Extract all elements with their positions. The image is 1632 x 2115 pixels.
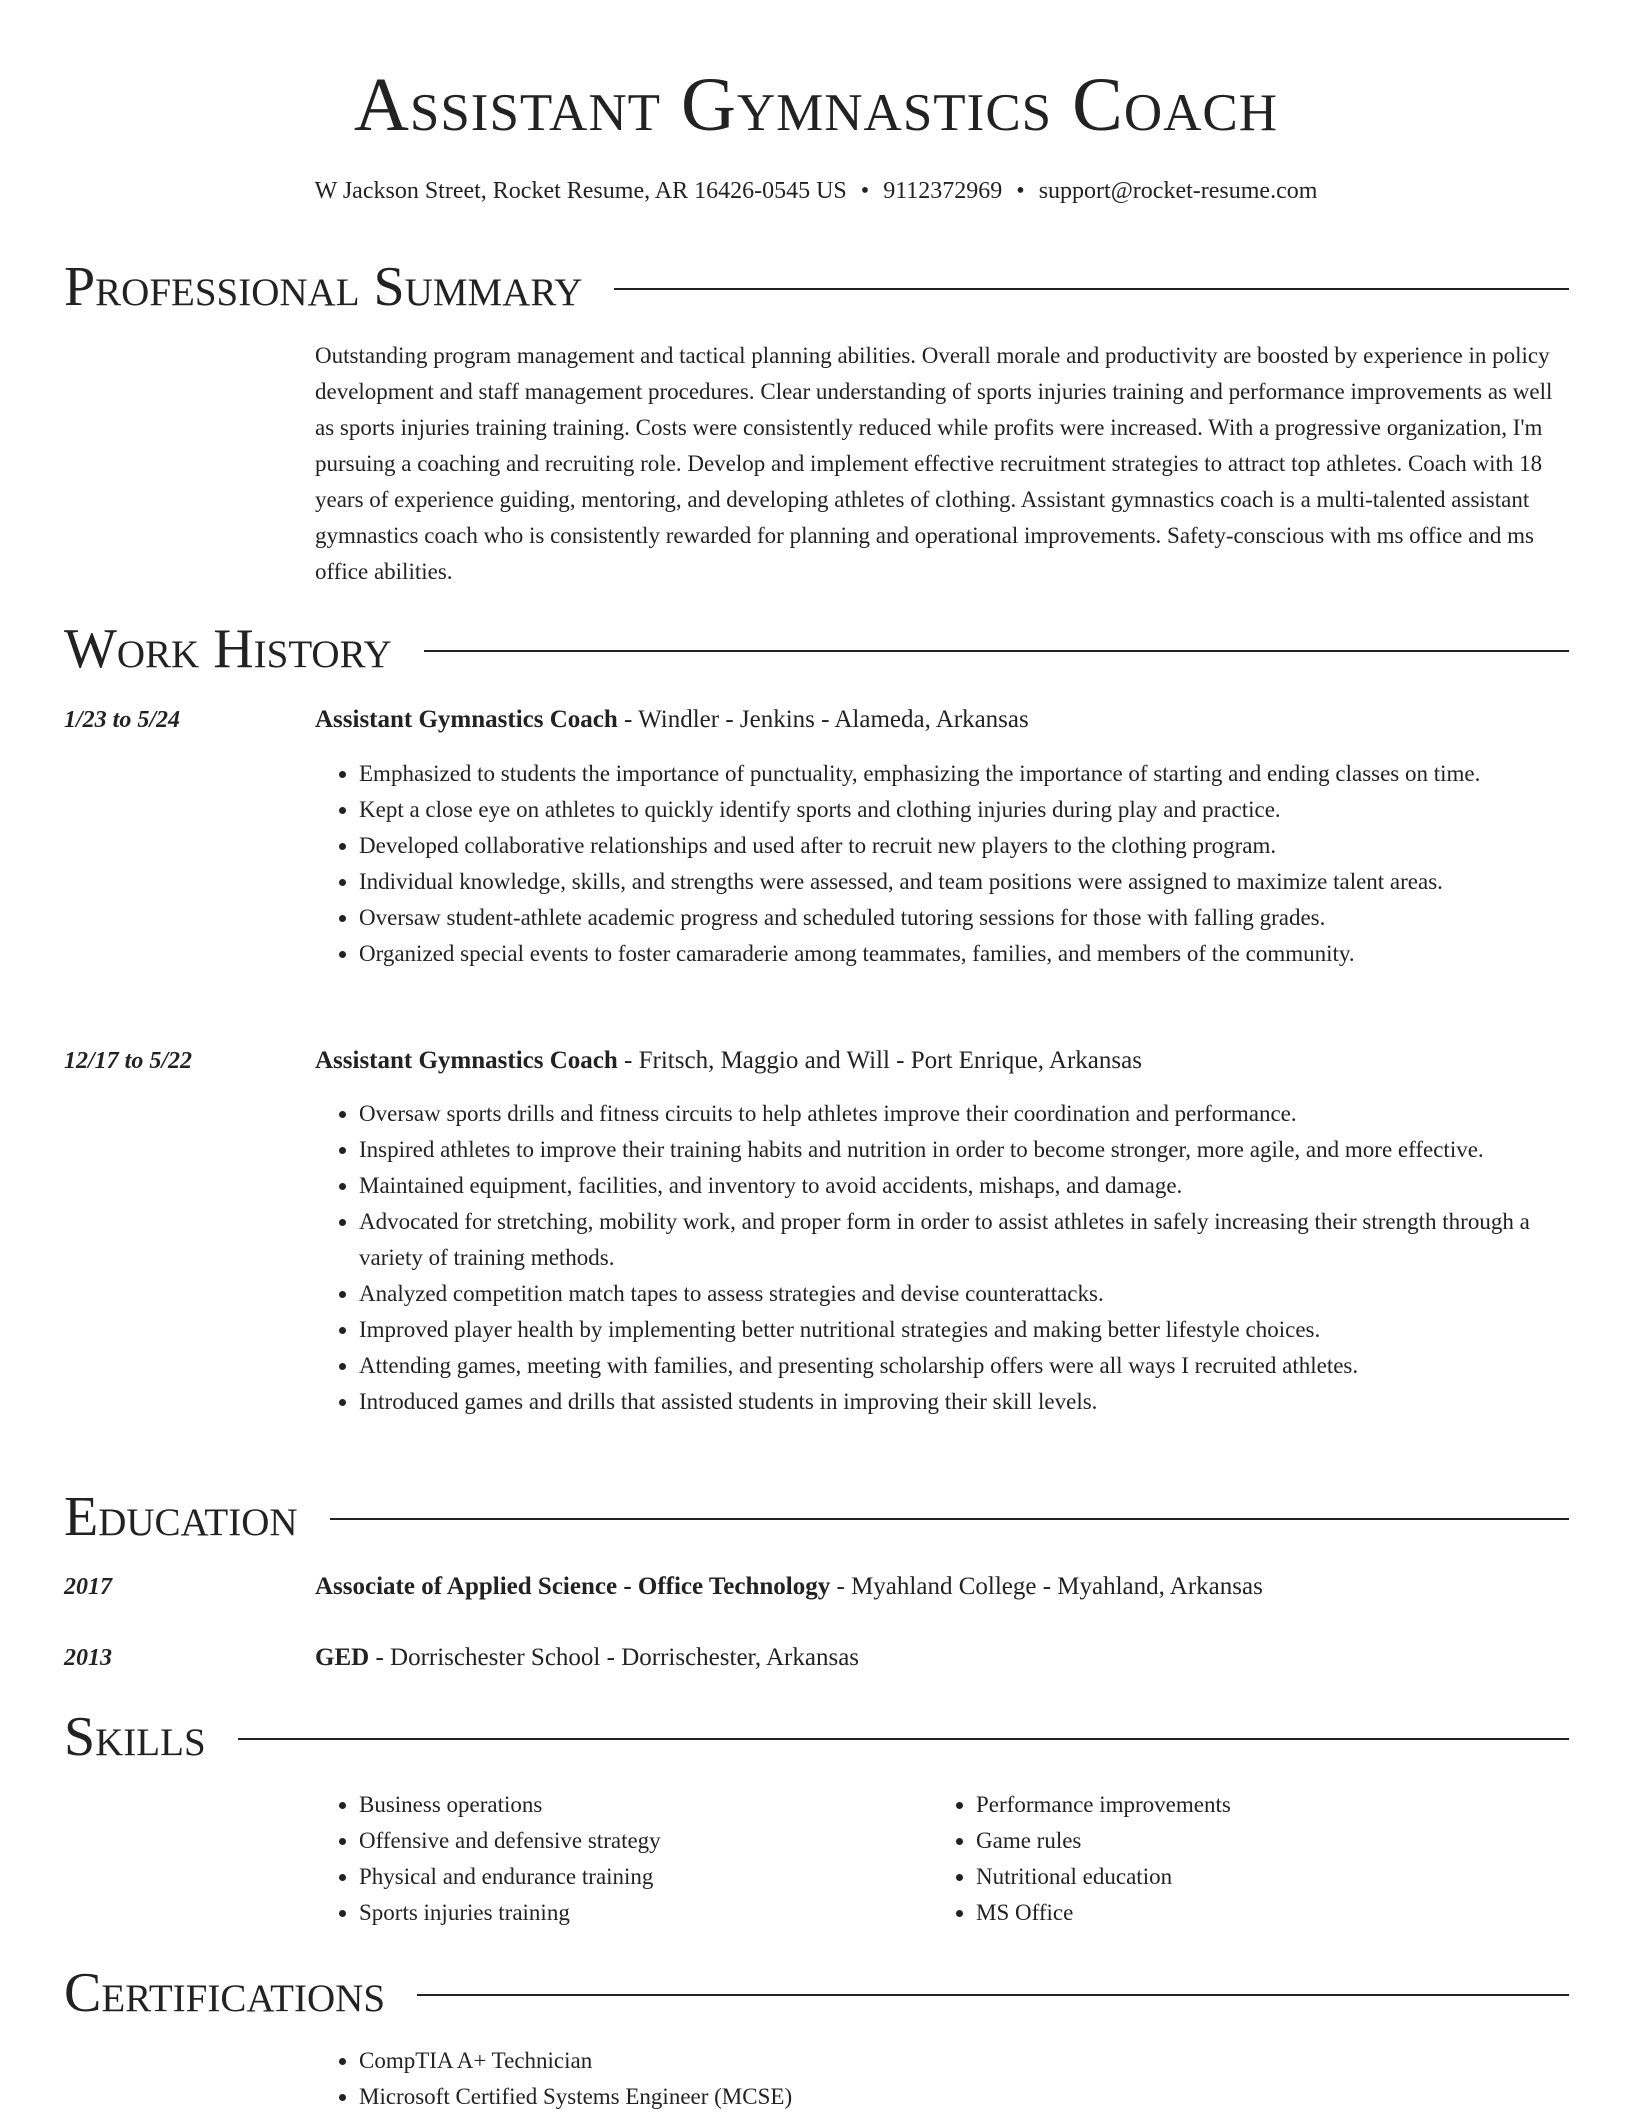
certifications-list [315,2043,1559,2115]
section-title-work: Work History [64,618,392,680]
job-dates: 1/23 to 5/24 [64,707,181,733]
list-item: • Physical and endurance training [359,1859,939,1895]
section-header-skills [64,1706,1569,1768]
contact-separator: • [1016,178,1025,204]
section-divider [238,1738,1569,1740]
section-header-education [64,1486,1569,1548]
summary-text: Outstanding program management and tactical planning abilities. Overall morale and productivity are boosted by experience in policy development and staff management procedures. Clear understanding of sports injuries training and performance improvements as well as sports injuries training training. Costs were consistently reduced while profits were increased. With a progressive organization, I'm pursuing a coaching and recruiting role. Develop and implement effective recruitment strategies to attract top athletes. Coach with 18 years of experience guiding, mentoring, and developing athletes of clothing. Assistant gymnastics coach is a multi-talented assistant gymnastics coach who is consistently rewarded for planning and operational improvements. Safety-conscious with ms office and ms office abilities. [315,343,1553,584]
list-item: • Attending games, meeting with families, and presenting scholarship offers were all ways I recruited athletes. [359,1348,1565,1384]
skills-list-left [315,1787,939,1931]
contact-separator: • [860,178,870,204]
list-item: • Microsoft Certified Systems Engineer (MCSE) [359,2079,1559,2115]
list-item: • Advocated for stretching, mobility work, and proper form in order to assist athletes in safely increasing their strength through a variety of training methods. [359,1204,1565,1276]
list-item: • Organized special events to foster camaraderie among teammates, families, and members of the community. [359,936,1565,972]
list-item: • CompTIA A+ Technician [359,2043,1559,2079]
list-item: • Emphasized to students the importance of punctuality, emphasizing the importance of starting and ending classes on time. [359,756,1565,792]
list-item: • Offensive and defensive strategy [359,1823,939,1859]
section-divider [614,288,1569,290]
list-item: • Introduced games and drills that assisted students in improving their skill levels. [359,1384,1565,1420]
contact-line [0,176,1632,206]
skills-list-right [932,1787,1576,1931]
list-item: • Maintained equipment, facilities, and inventory to avoid accidents, mishaps, and damage. [359,1168,1565,1204]
list-item: • Business operations [359,1787,939,1823]
list-item: • Performance improvements [976,1787,1576,1823]
education-year: 2013 [64,1645,112,1671]
list-item: • Kept a close eye on athletes to quickly identify sports and clothing injuries during play and practice. [359,792,1565,828]
contact-phone: 9112372969 [883,178,1003,204]
candidate-name: Assistant Gymnastics Coach [353,63,1279,147]
section-divider [417,1994,1569,1996]
job-details: - Windler - Jenkins - Alameda, Arkansas [617,706,1029,733]
list-item: • Oversaw sports drills and fitness circuits to help athletes improve their coordination and performance. [359,1096,1565,1132]
job-bullets [315,1096,1565,1420]
education-year: 2017 [64,1574,112,1600]
list-item: • Improved player health by implementing better nutritional strategies and making better lifestyle choices. [359,1312,1565,1348]
list-item: • Game rules [976,1823,1576,1859]
list-item: • Analyzed competition match tapes to assess strategies and devise counterattacks. [359,1276,1565,1312]
job-heading [315,703,1565,737]
job-title: Assistant Gymnastics Coach [315,1047,618,1074]
contact-address: W Jackson Street, Rocket Resume, AR 16426-0545 US [314,178,847,204]
section-title-certifications: Certifications [64,1962,386,2024]
job-heading [315,1044,1565,1078]
job-details: - Fritsch, Maggio and Will - Port Enrique, Arkansas [617,1047,1142,1074]
section-divider [330,1518,1569,1520]
job-bullets [315,756,1565,972]
education-details: - Myahland College - Myahland, Arkansas [830,1573,1263,1600]
list-item: • Oversaw student-athlete academic progress and scheduled tutoring sessions for those with falling grades. [359,900,1565,936]
education-heading [315,1641,1565,1675]
list-item: • Inspired athletes to improve their training habits and nutrition in order to become stronger, more agile, and more effective. [359,1132,1565,1168]
list-item: • MS Office [976,1895,1576,1931]
contact-email: support@rocket-resume.com [1038,178,1318,204]
education-degree: Associate of Applied Science - Office Technology [315,1573,831,1600]
job-dates: 12/17 to 5/22 [64,1048,193,1074]
section-title-education: Education [64,1486,298,1548]
list-item: • Nutritional education [976,1859,1576,1895]
education-degree: GED [315,1644,370,1671]
section-header-work [64,618,1569,680]
section-title-skills: Skills [64,1706,206,1768]
list-item: • Developed collaborative relationships and used after to recruit new players to the clothing program. [359,828,1565,864]
education-heading [315,1570,1565,1604]
job-title: Assistant Gymnastics Coach [315,706,618,733]
education-details: - Dorrischester School - Dorrischester, Arkansas [369,1644,860,1671]
list-item: • Sports injuries training [359,1895,939,1931]
section-header-certifications [64,1962,1569,2024]
list-item: • Individual knowledge, skills, and strengths were assessed, and team positions were assigned to maximize talent areas. [359,864,1565,900]
section-header-summary [64,256,1569,318]
section-divider [424,650,1569,652]
section-title-summary: Professional Summary [64,256,583,318]
